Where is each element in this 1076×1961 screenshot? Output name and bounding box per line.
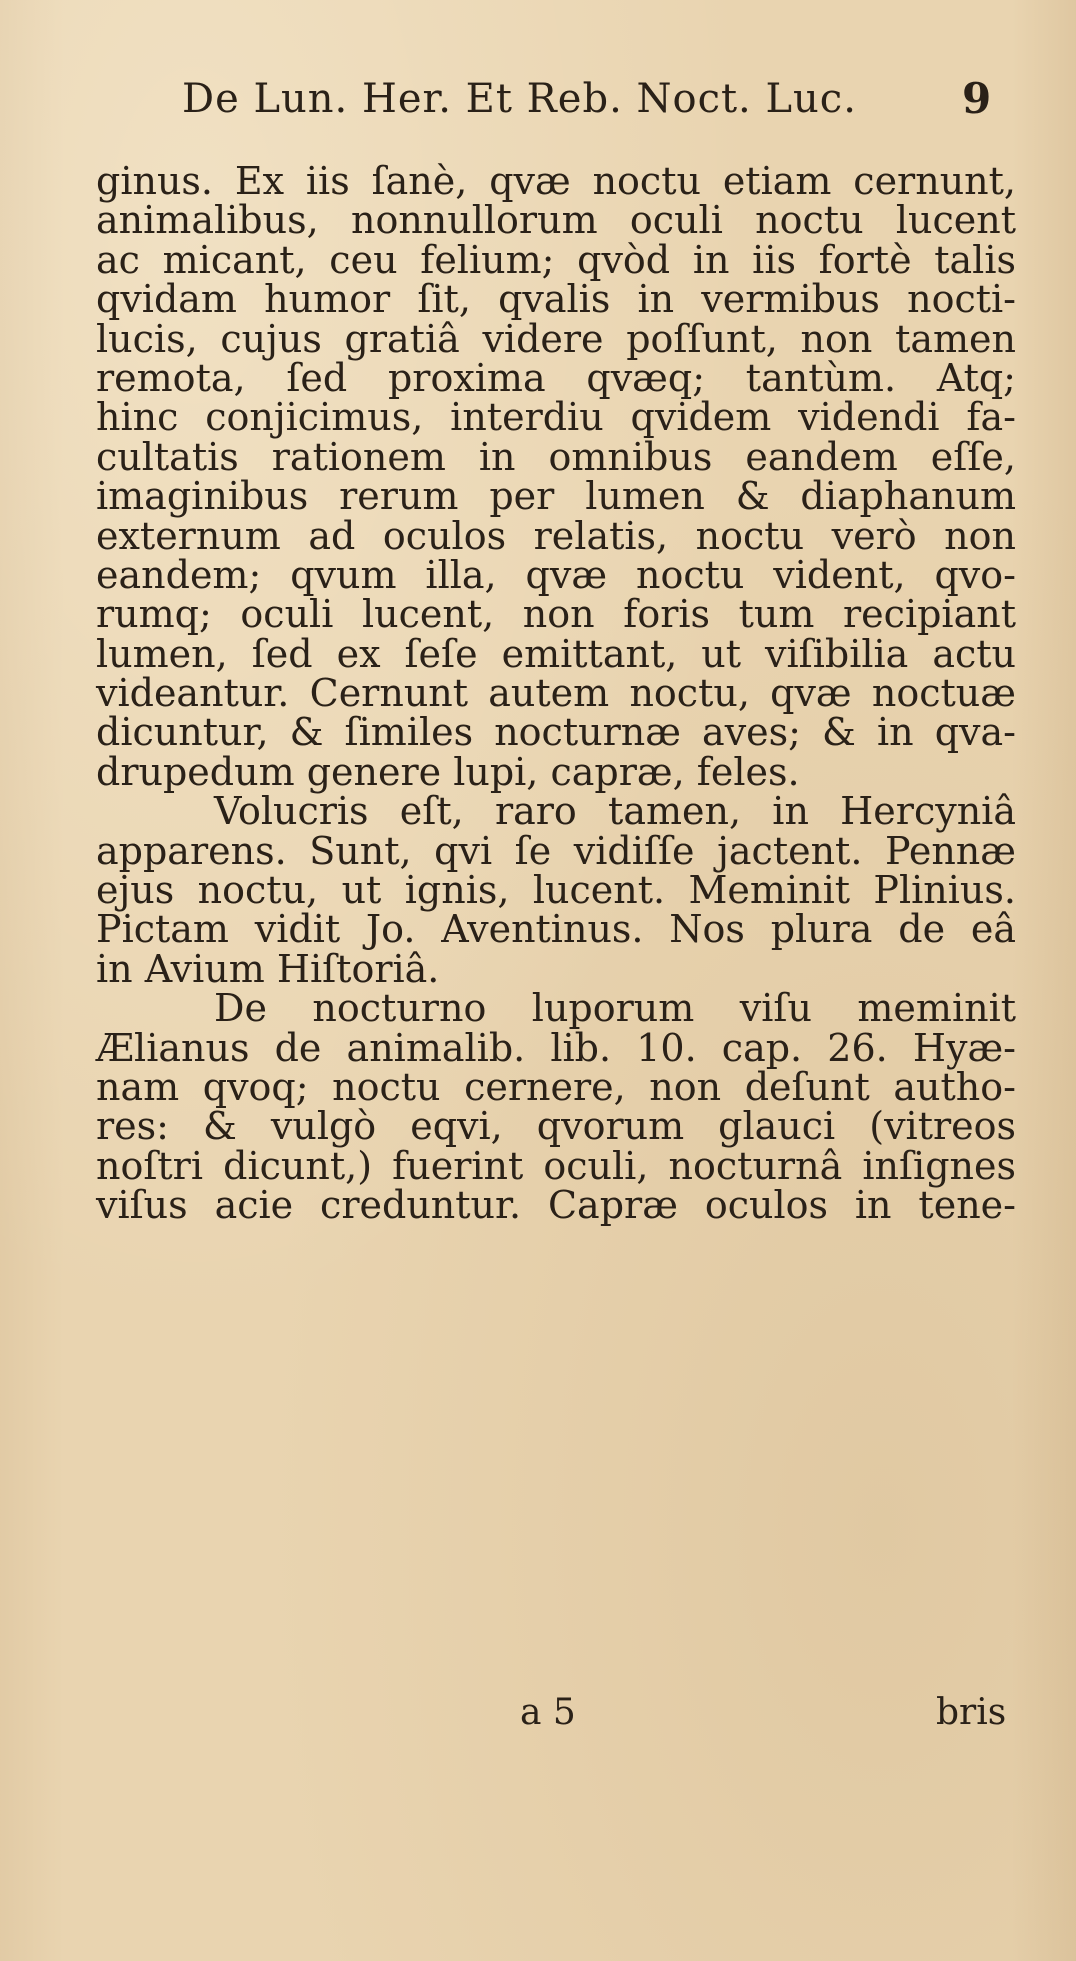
text-line: Pictam vidit Jo. Aventinus. Nos plura de eâ xyxy=(96,907,1016,952)
text-line: videantur. Cernunt autem noctu, qvæ noctuæ xyxy=(96,671,1016,716)
text-line: ginus. Ex iis ſanè, qvæ noctu etiam cernunt, xyxy=(96,159,1016,203)
running-head: De Lun. Her. Et Reb. Noct. Luc. xyxy=(182,76,857,122)
catchword: bris xyxy=(936,1692,1007,1733)
page-footer xyxy=(0,1692,1076,1742)
text-line: qvidam humor ſit, qvalis in vermibus nocti- xyxy=(96,277,1016,322)
signature-mark: a 5 xyxy=(520,1692,576,1733)
text-line: viſus acie creduntur. Capræ oculos in tene- xyxy=(96,1183,1016,1228)
text-line: res: & vulgò eqvi, qvorum glauci (vitreos xyxy=(96,1104,1016,1149)
text-line: Volucris eſt, raro tamen, in Hercyniâ xyxy=(214,789,1016,834)
text-line: animalibus, nonnullorum oculi noctu lucent xyxy=(96,198,1016,243)
text-line: imaginibus rerum per lumen & diaphanum xyxy=(96,474,1016,519)
page-number: 9 xyxy=(962,74,992,123)
text-line: apparens. Sunt, qvi ſe vidiſſe jactent. Pennæ xyxy=(96,828,1016,873)
body-text xyxy=(96,159,1016,1228)
text-line: lucis, cujus gratiâ videre poſſunt, non tamen xyxy=(96,316,1016,361)
text-line: Ælianus de animalib. lib. 10. cap. 26. Hyæ- xyxy=(96,1025,1016,1070)
page-header xyxy=(0,68,1076,128)
text-line: rumq; oculi lucent, non foris tum recipiant xyxy=(96,592,1016,637)
text-line: remota, ſed proxima qvæq; tantùm. Atq; xyxy=(96,355,1016,400)
text-line: drupedum genere lupi, capræ, feles. xyxy=(96,749,800,794)
text-line: eandem; qvum illa, qvæ noctu vident, qvo- xyxy=(96,552,1016,597)
text-line: externum ad oculos relatis, noctu verò non xyxy=(96,513,1016,558)
text-line: in Avium Hiſtoriâ. xyxy=(96,946,440,991)
text-line: De nocturno luporum viſu meminit xyxy=(214,986,1016,1031)
text-line: cultatis rationem in omnibus eandem eſſe, xyxy=(96,434,1016,479)
text-line: ejus noctu, ut ignis, lucent. Meminit Plinius. xyxy=(96,868,1016,913)
text-line: hinc conjicimus, interdiu qvidem videndi fa- xyxy=(96,395,1016,440)
text-line: noſtri dicunt,) fuerint oculi, nocturnâ inſignes xyxy=(96,1143,1016,1188)
text-line: lumen, ſed ex ſeſe emittant, ut viſibilia actu xyxy=(96,631,1016,676)
text-line: nam qvoq; noctu cernere, non deſunt autho- xyxy=(96,1064,1016,1109)
text-line: dicuntur, & ſimiles nocturnæ aves; & in qva- xyxy=(96,710,1016,755)
text-line: ac micant, ceu felium; qvòd in iis fortè talis xyxy=(96,237,1016,282)
